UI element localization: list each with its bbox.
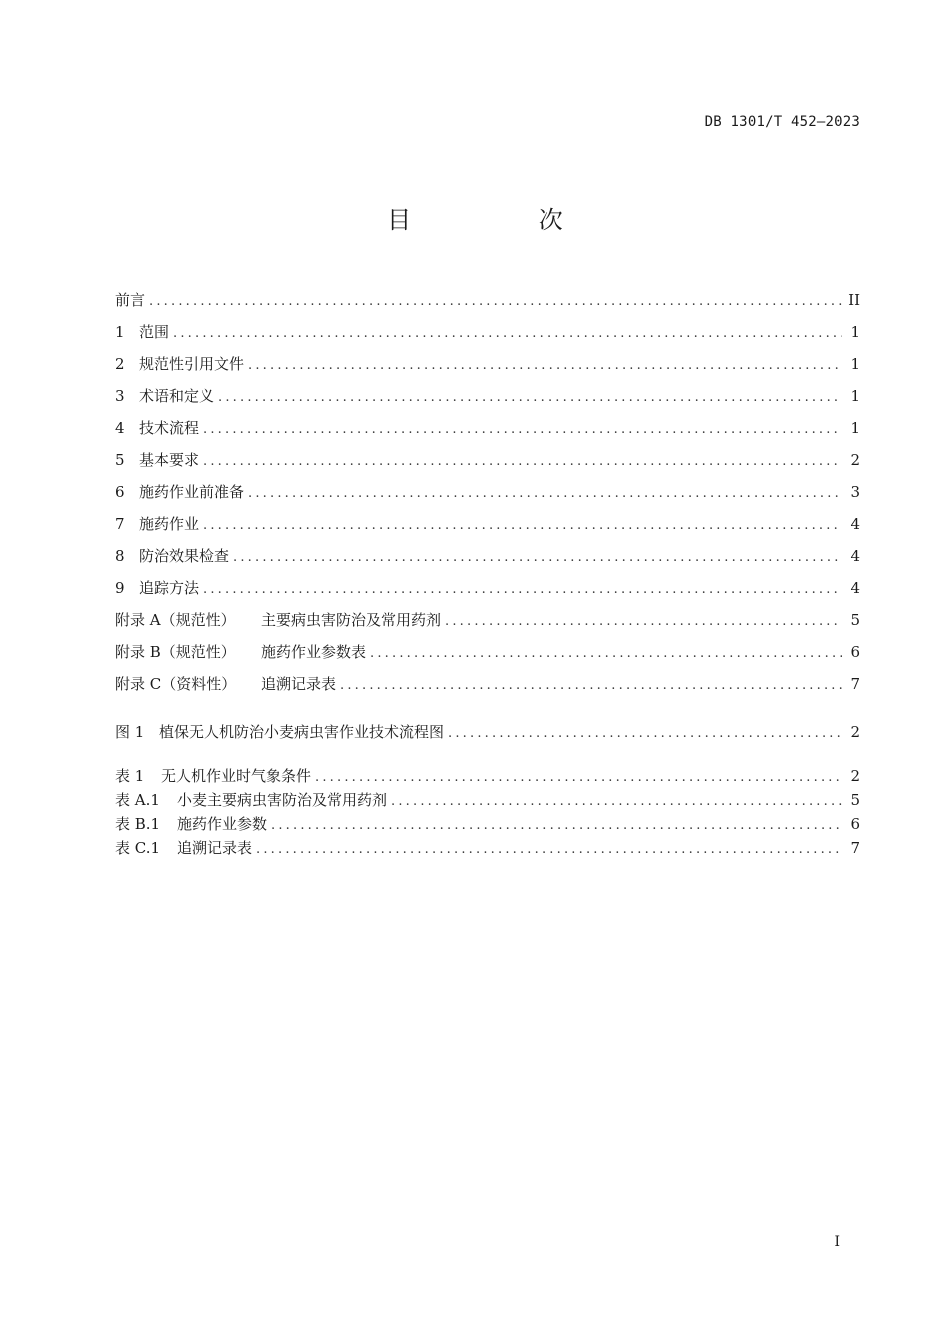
toc-entry-page: 1 [850,323,860,341]
toc-entry-number: 1 [115,323,125,341]
toc-entry-number: 附录 A（规范性） [115,611,236,629]
toc-entry-label: 术语和定义 [139,387,215,405]
page-number: I [834,1234,840,1250]
toc-leader-dots [445,606,842,638]
toc-entry-number: 表 A.1 [115,791,160,809]
section-gap [115,748,860,764]
toc-entry-label: 施药作业 [139,515,200,533]
toc-entry-table-a1[interactable] [115,788,860,812]
toc-entry-label: 规范性引用文件 [139,355,245,373]
toc-entry-chapter-3[interactable] [115,380,860,412]
toc-entry-label: 小麦主要病虫害防治及常用药剂 [177,791,388,809]
toc-entry-page: 4 [850,547,860,565]
toc-entry-number: 附录 B（规范性） [115,643,236,661]
toc-entry-appendix-c[interactable] [115,668,860,700]
toc-entry-number: 图 1 [115,723,145,741]
toc-entry-label: 追溯记录表 [177,839,253,857]
toc-entry-label: 追踪方法 [139,579,200,597]
toc-leader-dots [173,318,842,350]
toc-entry-chapter-8[interactable] [115,540,860,572]
toc-entry-number: 5 [115,451,125,469]
toc-entry-label: 植保无人机防治小麦病虫害作业技术流程图 [159,723,445,741]
toc-leader-dots [203,510,842,542]
toc-entry-page: 2 [850,767,860,785]
toc-entry-chapter-7[interactable] [115,508,860,540]
toc-entry-figure-1[interactable] [115,716,860,748]
toc-entry-number: 表 B.1 [115,815,161,833]
toc-entry-label: 施药作业前准备 [139,483,245,501]
toc-leader-dots [218,382,842,414]
toc-entry-page: 1 [850,355,860,373]
table-of-contents [115,284,860,860]
toc-entry-number: 附录 C（资料性） [115,675,237,693]
page-title: 目 次 [387,206,623,234]
toc-entry-table-c1[interactable] [115,836,860,860]
toc-entry-page: 3 [850,483,860,501]
toc-entry-number: 3 [115,387,125,405]
toc-entry-page: 7 [850,675,860,693]
toc-leader-dots [248,350,842,382]
toc-entry-number: 9 [115,579,125,597]
toc-entry-label: 施药作业参数 [177,815,268,833]
toc-leader-dots [256,838,842,862]
toc-leader-dots [203,414,842,446]
toc-entry-page: 5 [850,611,860,629]
toc-leader-dots [149,286,842,318]
toc-entry-chapter-6[interactable] [115,476,860,508]
toc-entry-chapter-5[interactable] [115,444,860,476]
toc-entry-table-1[interactable] [115,764,860,788]
toc-entry-number: 7 [115,515,125,533]
toc-entry-page: II [848,291,860,309]
toc-entry-number: 表 C.1 [115,839,161,857]
toc-leader-dots [248,478,842,510]
toc-leader-dots [271,814,842,838]
toc-entry-page: 6 [850,643,860,661]
toc-entry-number: 6 [115,483,125,501]
toc-entry-page: 4 [850,579,860,597]
toc-entry-page: 1 [850,419,860,437]
toc-entry-page: 2 [850,451,860,469]
toc-entry-label: 追溯记录表 [261,675,337,693]
toc-entry-number: 2 [115,355,125,373]
toc-entry-label: 施药作业参数表 [261,643,367,661]
toc-entry-label: 主要病虫害防治及常用药剂 [261,611,442,629]
toc-entry-page: 4 [850,515,860,533]
toc-entry-chapter-9[interactable] [115,572,860,604]
toc-entry-label: 范围 [139,323,170,341]
document-code: DB 1301/T 452—2023 [704,114,860,130]
toc-entry-number: 8 [115,547,125,565]
toc-entry-page: 5 [850,791,860,809]
toc-entry-page: 1 [850,387,860,405]
toc-leader-dots [203,446,842,478]
toc-entry-label: 防治效果检查 [139,547,230,565]
toc-leader-dots [315,766,842,790]
toc-leader-dots [370,638,842,670]
toc-entry-appendix-a[interactable] [115,604,860,636]
toc-entry-page: 2 [850,723,860,741]
toc-entry-appendix-b[interactable] [115,636,860,668]
toc-entry-table-b1[interactable] [115,812,860,836]
toc-entry-label: 基本要求 [139,451,200,469]
toc-entry-label: 无人机作业时气象条件 [161,767,312,785]
section-gap [115,700,860,716]
toc-leader-dots [391,790,842,814]
toc-leader-dots [340,670,842,702]
toc-leader-dots [203,574,842,606]
toc-entry-label: 技术流程 [139,419,200,437]
toc-entry-chapter-4[interactable] [115,412,860,444]
toc-entry-chapter-2[interactable] [115,348,860,380]
toc-entry-chapter-1[interactable] [115,316,860,348]
toc-entry-number: 表 1 [115,767,145,785]
toc-leader-dots [448,718,842,750]
toc-entry-foreword[interactable] [115,284,860,316]
toc-entry-page: 7 [850,839,860,857]
toc-leader-dots [233,542,842,574]
toc-entry-number: 4 [115,419,125,437]
toc-entry-page: 6 [850,815,860,833]
toc-entry-label: 前言 [115,291,146,309]
